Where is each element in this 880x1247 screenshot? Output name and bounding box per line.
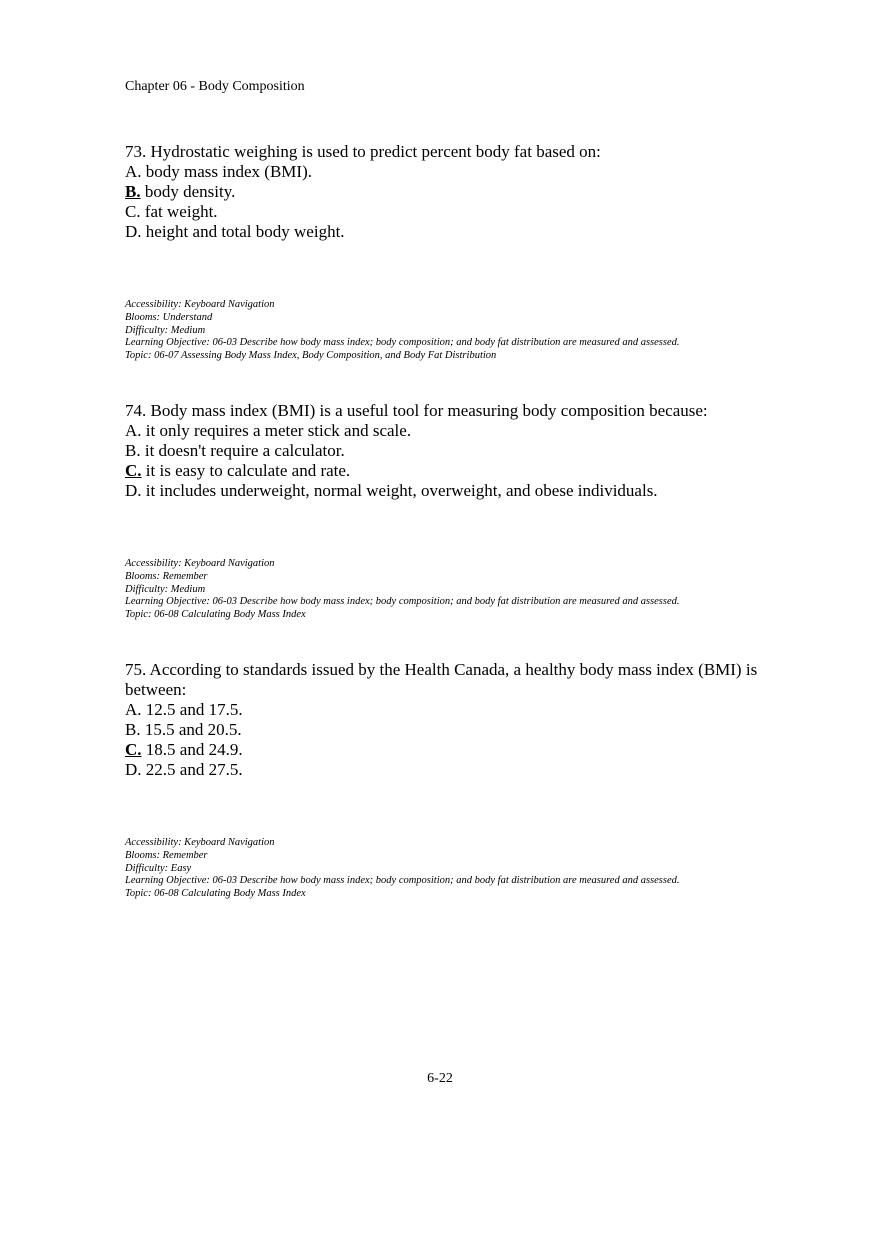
question-74 bbox=[125, 401, 785, 501]
question-stem: 75. According to standards issued by the Health Canada, a healthy body mass index (BMI) is between: bbox=[125, 660, 758, 699]
meta-blooms: Blooms: Understand bbox=[125, 311, 213, 323]
option-letter: C. bbox=[125, 202, 141, 221]
option-c bbox=[125, 461, 785, 481]
option-letter-correct: C. bbox=[125, 740, 142, 759]
option-letter: B. bbox=[125, 441, 141, 460]
option-text: it doesn't require a calculator. bbox=[140, 441, 345, 460]
option-c bbox=[125, 202, 785, 222]
option-text: it includes underweight, normal weight, overweight, and obese individuals. bbox=[141, 481, 658, 500]
question-metadata bbox=[125, 558, 825, 622]
option-text: it is easy to calculate and rate. bbox=[141, 461, 351, 480]
meta-topic: Topic: 06-08 Calculating Body Mass Index bbox=[125, 609, 306, 621]
option-letter: A. bbox=[125, 421, 142, 440]
meta-learning-objective: Learning Objective: 06-03 Describe how body mass index; body composition; and body fat distribution are measured and assessed. bbox=[125, 337, 680, 349]
page-number: 6-22 bbox=[427, 1071, 453, 1086]
option-text: 22.5 and 27.5. bbox=[141, 760, 243, 779]
option-a bbox=[125, 700, 785, 720]
meta-topic: Topic: 06-08 Calculating Body Mass Index bbox=[125, 888, 306, 900]
option-c bbox=[125, 740, 785, 760]
question-75 bbox=[125, 660, 785, 780]
meta-difficulty: Difficulty: Easy bbox=[125, 862, 192, 874]
meta-learning-objective: Learning Objective: 06-03 Describe how body mass index; body composition; and body fat distribution are measured and assessed. bbox=[125, 596, 680, 608]
meta-accessibility: Accessibility: Keyboard Navigation bbox=[125, 299, 275, 310]
option-letter: B. bbox=[125, 720, 141, 739]
option-letter: D. bbox=[125, 222, 142, 241]
option-d bbox=[125, 481, 785, 501]
page-header: Chapter 06 - Body Composition bbox=[125, 79, 305, 94]
question-stem: 73. Hydrostatic weighing is used to predict percent body fat based on: bbox=[125, 142, 601, 161]
option-letter: A. bbox=[125, 162, 142, 181]
question-metadata bbox=[125, 837, 825, 901]
option-d bbox=[125, 222, 785, 242]
option-text: 15.5 and 20.5. bbox=[140, 720, 242, 739]
meta-learning-objective: Learning Objective: 06-03 Describe how body mass index; body composition; and body fat distribution are measured and assessed. bbox=[125, 875, 680, 887]
question-stem: 74. Body mass index (BMI) is a useful tool for measuring body composition because: bbox=[125, 401, 708, 420]
option-text: body density. bbox=[140, 182, 236, 201]
meta-accessibility: Accessibility: Keyboard Navigation bbox=[125, 837, 275, 848]
question-metadata bbox=[125, 299, 825, 363]
meta-blooms: Blooms: Remember bbox=[125, 849, 208, 861]
meta-difficulty: Difficulty: Medium bbox=[125, 583, 206, 595]
meta-difficulty: Difficulty: Medium bbox=[125, 324, 206, 336]
option-letter: D. bbox=[125, 760, 142, 779]
meta-accessibility: Accessibility: Keyboard Navigation bbox=[125, 558, 275, 569]
option-letter-correct: B. bbox=[125, 182, 141, 201]
option-a bbox=[125, 421, 785, 441]
option-text: fat weight. bbox=[140, 202, 218, 221]
option-text: height and total body weight. bbox=[141, 222, 345, 241]
option-b bbox=[125, 441, 785, 461]
option-text: 18.5 and 24.9. bbox=[141, 740, 243, 759]
option-letter: A. bbox=[125, 700, 142, 719]
option-b bbox=[125, 182, 785, 202]
option-a bbox=[125, 162, 785, 182]
option-letter-correct: C. bbox=[125, 461, 142, 480]
option-d bbox=[125, 760, 785, 780]
option-letter: D. bbox=[125, 481, 142, 500]
meta-topic: Topic: 06-07 Assessing Body Mass Index, Body Composition, and Body Fat Distribution bbox=[125, 350, 497, 362]
option-text: body mass index (BMI). bbox=[141, 162, 312, 181]
option-b bbox=[125, 720, 785, 740]
option-text: 12.5 and 17.5. bbox=[141, 700, 243, 719]
meta-blooms: Blooms: Remember bbox=[125, 570, 208, 582]
option-text: it only requires a meter stick and scale. bbox=[141, 421, 412, 440]
question-73 bbox=[125, 142, 785, 242]
